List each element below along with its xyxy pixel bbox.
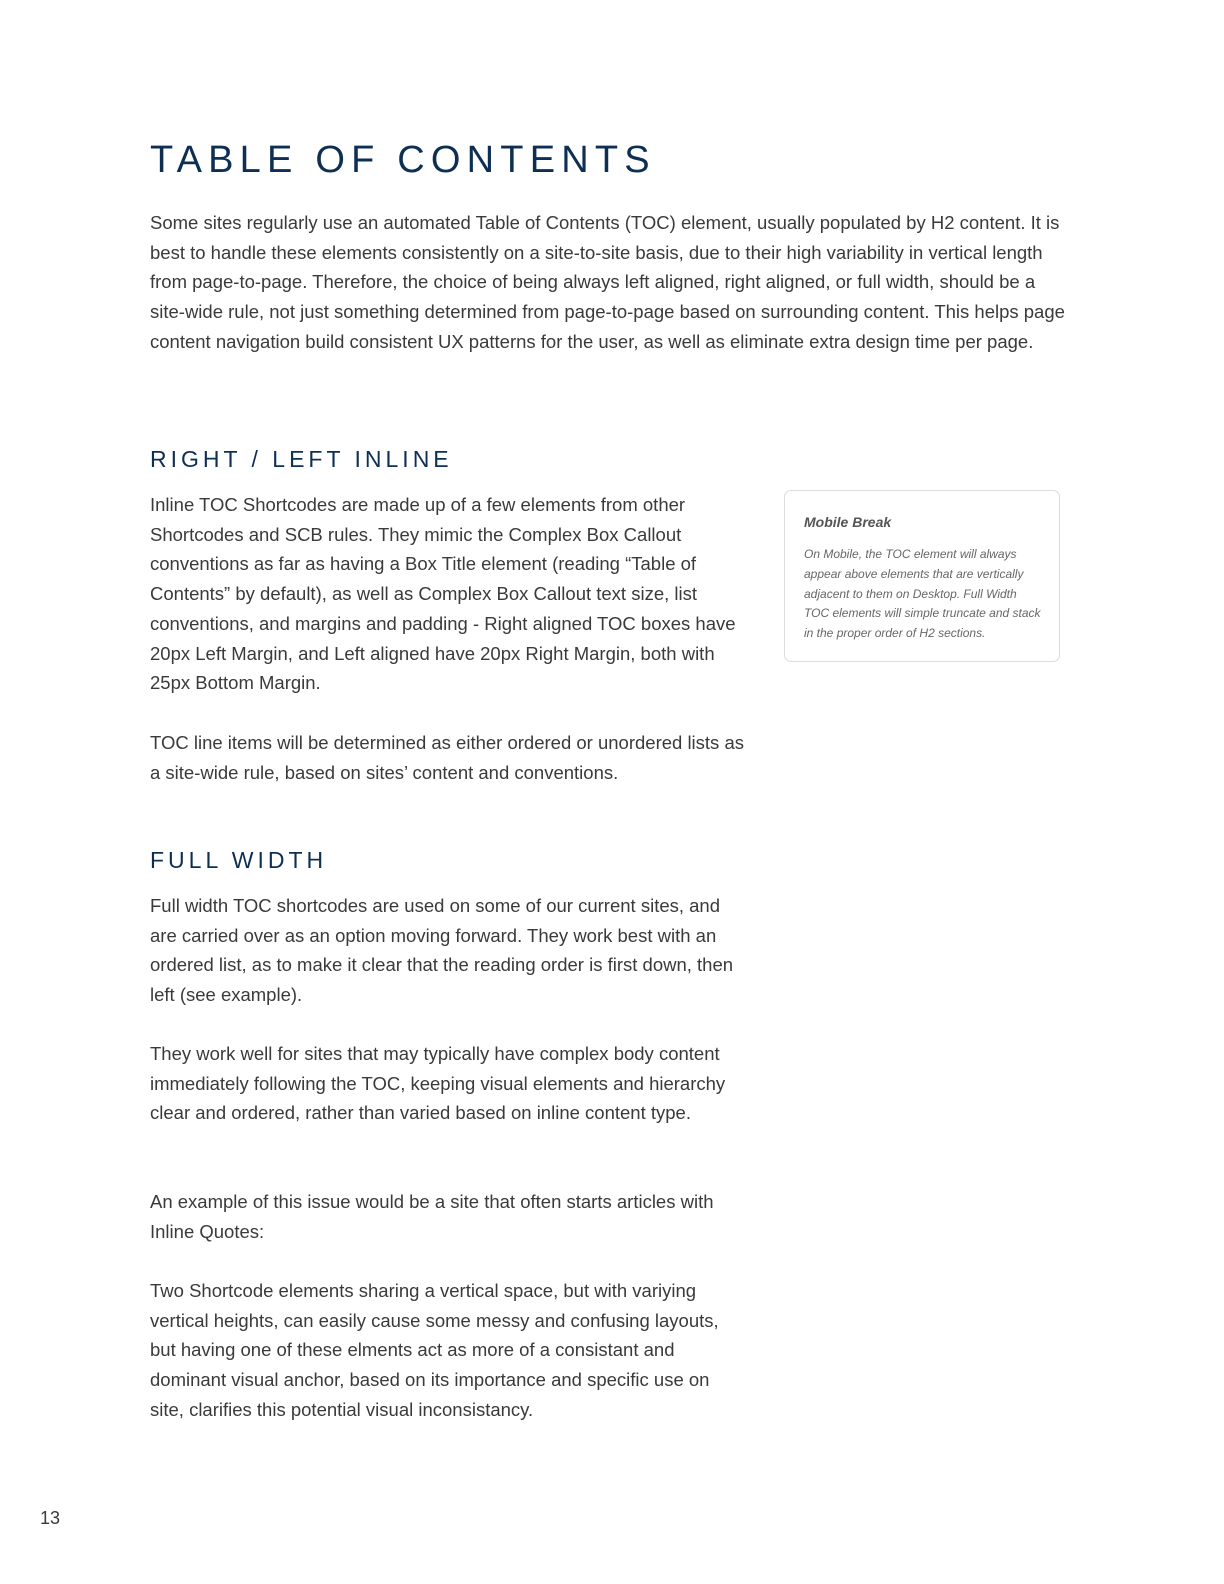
callout-body: On Mobile, the TOC element will always appear above elements that are vertically adjacent to them on Desktop. Full Width TOC elements will simple truncate and stack in the proper order of H2 sections. — [804, 547, 1041, 641]
full-width-paragraph-4: Two Shortcode elements sharing a vertical space, but with variying vertical heights, can easily cause some messy and confusing layouts, but having one of these elments act as more of a consistant and dominant visual anchor, based on its importance and specific use on site, clarifies this potential visual inconsistancy. — [150, 1280, 719, 1420]
intro-paragraph: Some sites regularly use an automated Table of Contents (TOC) element, usually populated by H2 content. It is best to handle these elements consistently on a site-to-site basis, due to their high variability in vertical length from page-to-page. Therefore, the choice of being always left aligned, right aligned, or full width, should be a site-wide rule, not just something determined from page-to-page based on surrounding content. This helps page content navigation build consistent UX patterns for the user, as well as eliminate extra design time per page. — [150, 212, 1065, 352]
mobile-break-callout — [784, 490, 1060, 662]
page-number: 13 — [40, 1508, 61, 1528]
section-heading-right-left-inline: RIGHT / LEFT INLINE — [150, 446, 453, 472]
callout-title: Mobile Break — [804, 514, 892, 530]
inline-paragraph-1: Inline TOC Shortcodes are made up of a few elements from other Shortcodes and SCB rules. They mimic the Complex Box Callout conventions as far as having a Box Title element (reading “Table of Contents” by default), as well as Complex Box Callout text size, list conventions, and margins and padding - Right aligned TOC boxes have 20px Left Margin, and Left aligned have 20px Right Margin, both with 25px Bottom Margin. — [150, 494, 736, 694]
full-width-paragraph-2: They work well for sites that may typically have complex body content immediately following the TOC, keeping visual elements and hierarchy clear and ordered, rather than varied based on inline content type. — [150, 1043, 726, 1124]
inline-paragraph-2: TOC line items will be determined as either ordered or unordered lists as a site-wide rule, based on sites’ content and conventions. — [150, 732, 744, 783]
page-title: TABLE OF CONTENTS — [150, 139, 656, 181]
section-heading-full-width: FULL WIDTH — [150, 847, 328, 873]
full-width-paragraph-3: An example of this issue would be a site that often starts articles with Inline Quotes: — [150, 1191, 714, 1242]
full-width-paragraph-1: Full width TOC shortcodes are used on some of our current sites, and are carried over as an option moving forward. They work best with an ordered list, as to make it clear that the reading order is first down, then left (see example). — [150, 895, 734, 1006]
